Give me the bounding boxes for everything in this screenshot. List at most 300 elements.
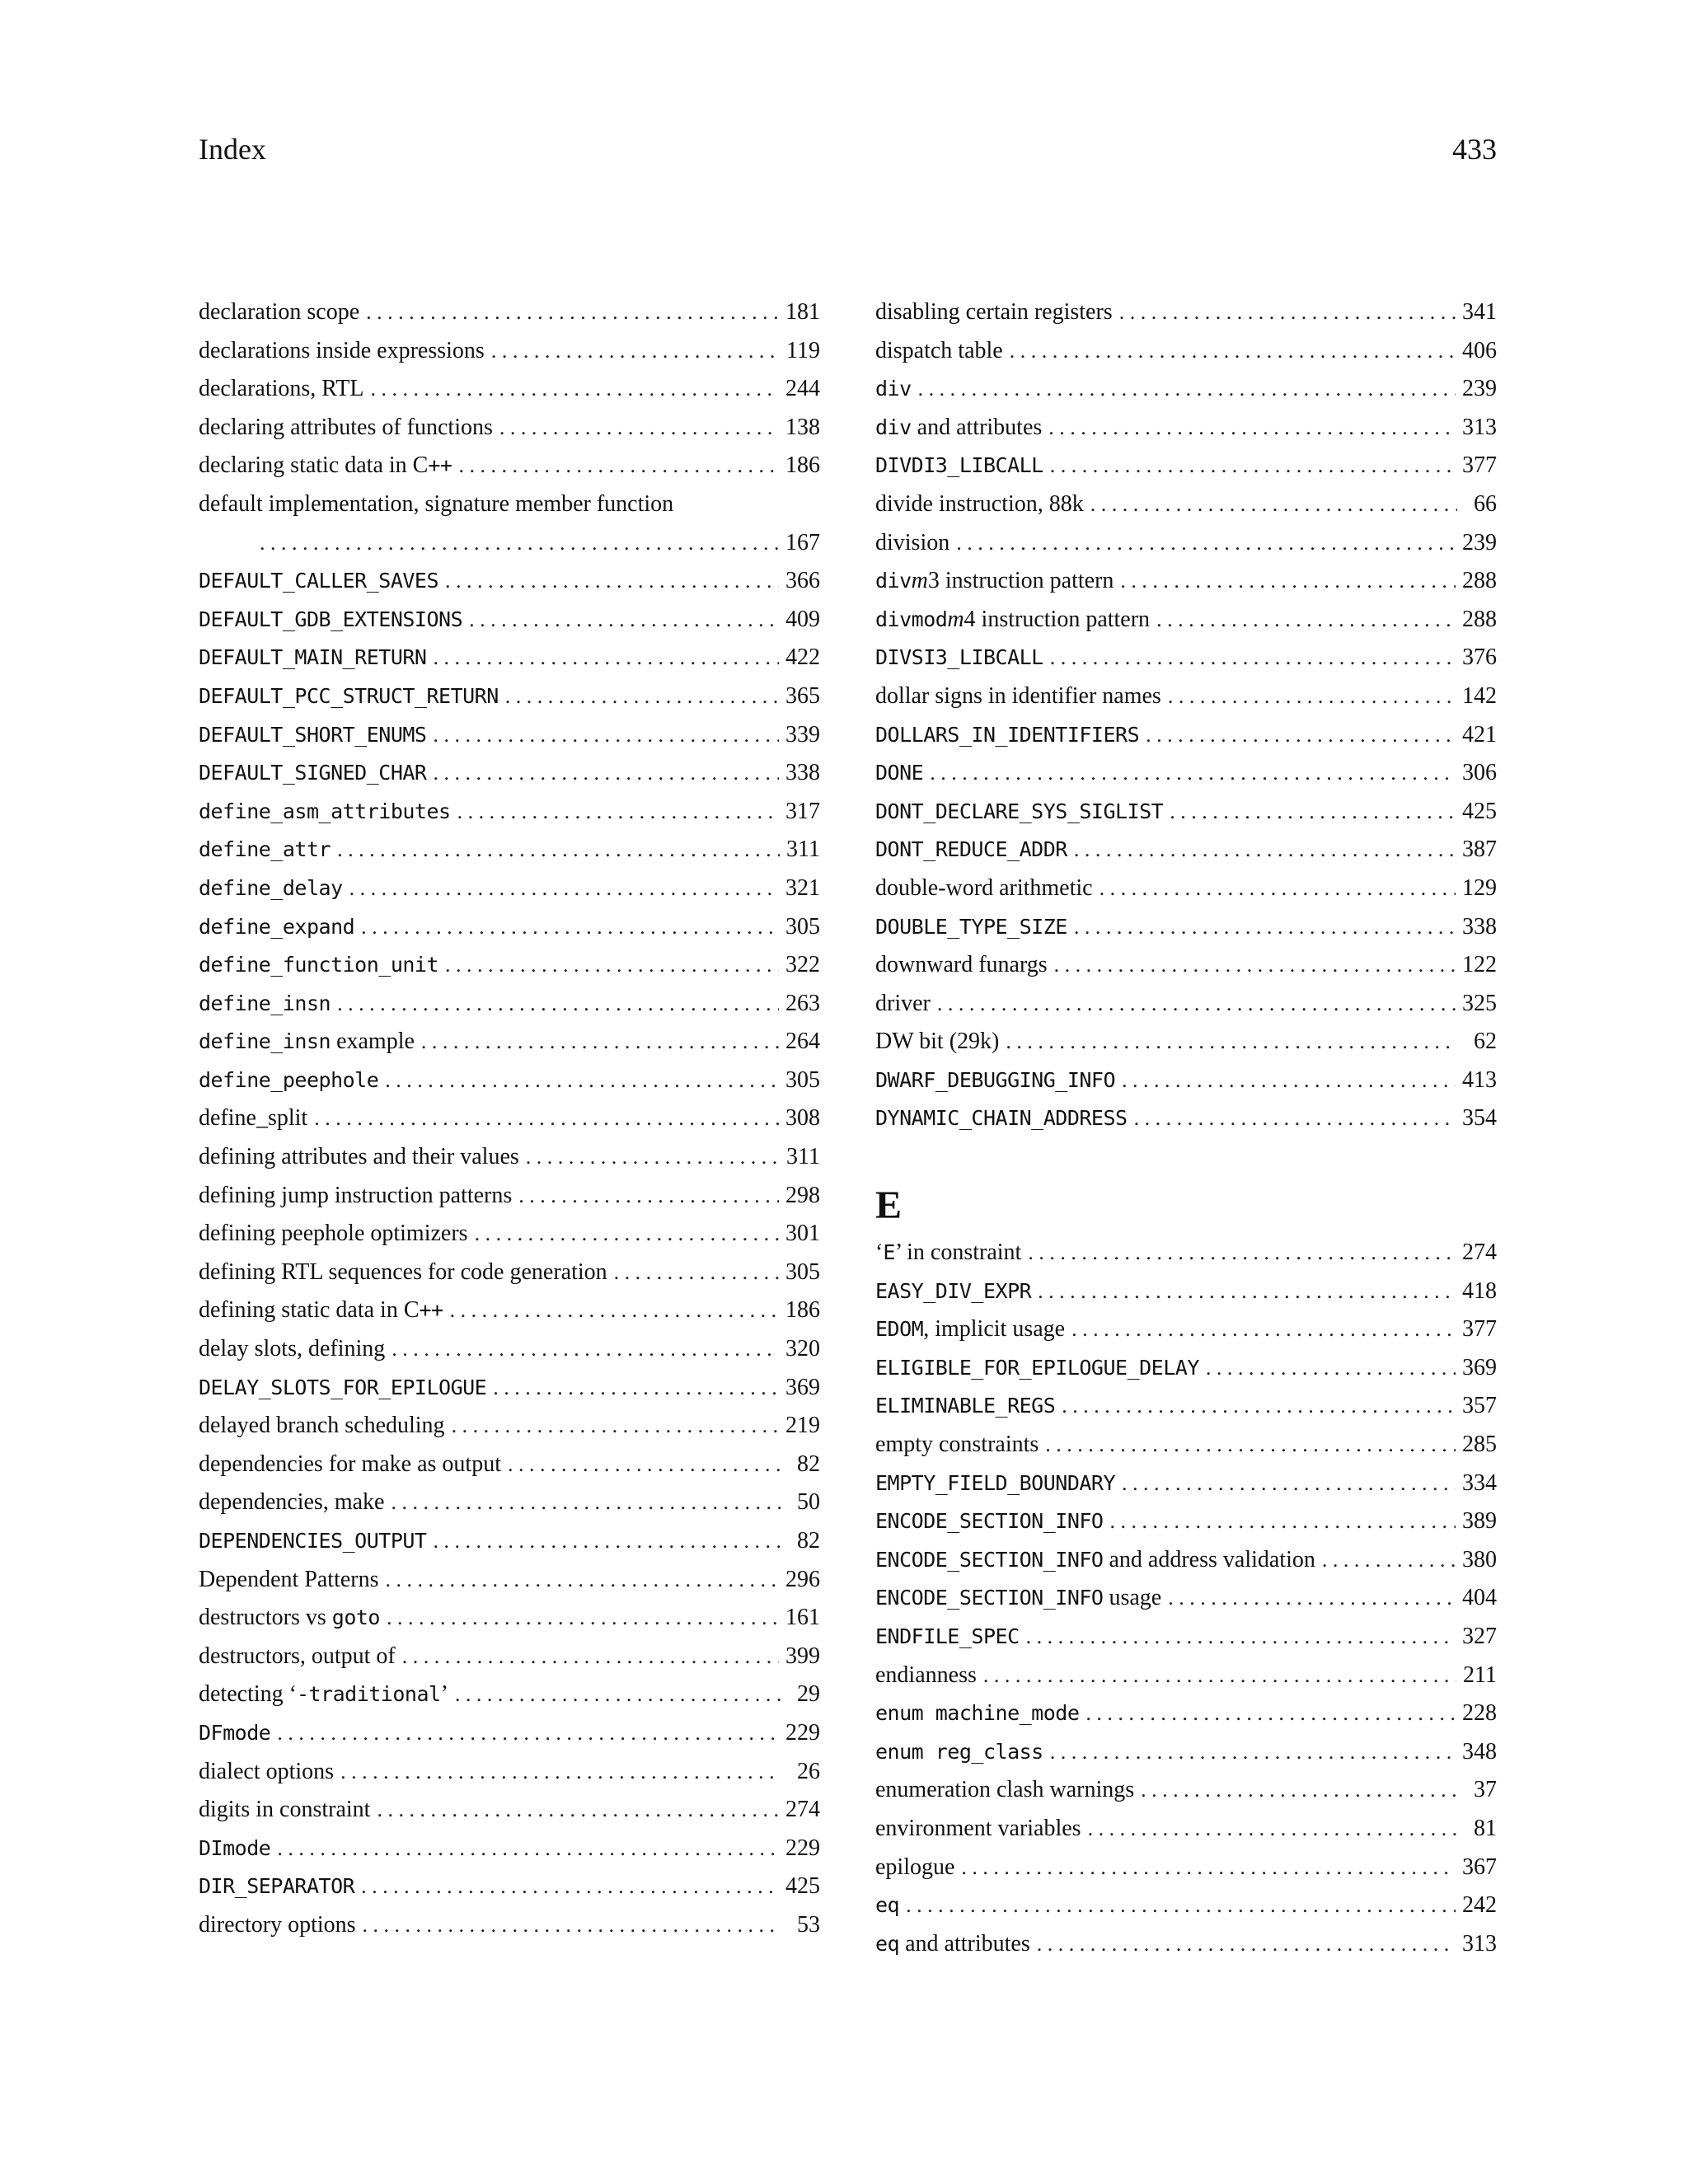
index-page-ref: 239 (1462, 529, 1497, 555)
dot-leader (918, 370, 1456, 409)
dot-leader (1010, 332, 1456, 371)
index-letter-heading: E (875, 1183, 903, 1228)
index-term-part: example (331, 1029, 415, 1055)
index-term-part: dispatch table (875, 337, 1003, 363)
index-term-part: ELIGIBLE_FOR_EPILOGUE_DELAY (875, 1355, 1199, 1380)
index-term (875, 946, 1048, 985)
index-term-part: m (947, 606, 964, 632)
dot-leader (370, 370, 779, 409)
index-term (199, 409, 493, 448)
index-term (875, 985, 931, 1024)
index-entry (199, 677, 820, 716)
index-term (199, 1906, 356, 1945)
dot-leader (277, 1714, 779, 1753)
index-term (199, 1830, 270, 1868)
dot-leader (450, 1291, 779, 1330)
index-entry (199, 1407, 820, 1446)
index-term (199, 370, 363, 409)
index-page-ref: 305 (785, 1066, 820, 1093)
index-page-ref: 365 (785, 682, 820, 709)
dot-leader (518, 1177, 779, 1216)
index-page-ref: 327 (1462, 1624, 1497, 1649)
index-term-part: double-word arithmetic (875, 874, 1093, 901)
index-term (199, 1023, 415, 1062)
running-head-title: Index (199, 133, 266, 166)
index-page-ref: 229 (785, 1719, 820, 1746)
index-page-ref: 161 (785, 1605, 820, 1631)
index-term-part: div (875, 415, 912, 439)
index-term-part: delayed branch scheduling (199, 1413, 445, 1439)
index-term (875, 293, 1113, 332)
running-head (199, 132, 1497, 168)
index-term (199, 1407, 445, 1446)
index-term-part: eq (875, 1931, 900, 1956)
index-page-ref: 421 (1462, 721, 1497, 748)
dot-leader (337, 985, 779, 1024)
index-page-ref: 367 (1462, 1854, 1497, 1880)
index-term-part: EASY_DIV_EXPR (875, 1278, 1032, 1303)
index-term-part: E (883, 1240, 895, 1265)
dot-leader (475, 1215, 779, 1254)
index-entry (199, 1906, 820, 1945)
index-entry (875, 1541, 1497, 1580)
index-entry (199, 1522, 820, 1561)
index-entry (199, 293, 820, 332)
index-column-right (875, 293, 1497, 1963)
index-term (199, 869, 343, 908)
index-term-part: DONE (875, 761, 924, 785)
dot-leader (961, 1849, 1456, 1887)
index-page-ref: 167 (785, 529, 820, 555)
dot-leader (526, 1138, 780, 1177)
dot-leader (1120, 562, 1456, 601)
dot-leader (469, 601, 779, 640)
index-page-ref: 298 (785, 1182, 820, 1208)
index-term-part: define_asm_attributes (199, 799, 451, 823)
index-term (875, 1099, 1128, 1138)
index-term (875, 677, 1161, 716)
dot-leader (937, 985, 1456, 1024)
index-entry (199, 1714, 820, 1753)
index-term-part: defining attributes and their values (199, 1144, 519, 1170)
dot-leader (1062, 1387, 1456, 1426)
dot-leader (361, 908, 779, 947)
index-entry (875, 1657, 1497, 1695)
index-page-ref: 376 (1462, 644, 1497, 671)
index-entry (199, 1830, 820, 1868)
index-page-ref: 82 (797, 1528, 820, 1554)
index-page-ref: 322 (785, 952, 820, 978)
dot-leader (1006, 1023, 1457, 1062)
index-page-ref: 274 (1462, 1240, 1497, 1266)
index-entry (875, 293, 1497, 332)
index-term-part: directory options (199, 1911, 356, 1938)
index-page-ref: 387 (1462, 837, 1497, 863)
dot-leader (1074, 831, 1456, 869)
index-term-part: define_insn (199, 991, 331, 1015)
index-term (875, 793, 1163, 832)
index-page-ref: 341 (1462, 299, 1497, 325)
index-term-part: epilogue (875, 1854, 955, 1880)
index-term (199, 1561, 379, 1600)
index-page-ref: 50 (797, 1489, 820, 1516)
index-term-part: ENCODE_SECTION_INFO (875, 1509, 1104, 1534)
index-entry (875, 946, 1497, 985)
dot-leader (445, 946, 779, 985)
index-entry (199, 754, 820, 793)
index-term (875, 1657, 977, 1695)
index-page-ref: 211 (1463, 1661, 1497, 1688)
index-page-ref: 338 (1462, 913, 1497, 940)
dot-leader (1071, 1310, 1456, 1349)
index-entry (875, 716, 1497, 755)
index-term-part: declarations inside expressions (199, 337, 485, 363)
index-term (199, 1177, 512, 1216)
index-term-part: declarations, RTL (199, 376, 364, 402)
index-term-part: DIVSI3_LIBCALL (875, 645, 1043, 670)
dot-leader (445, 562, 779, 601)
index-entry (199, 831, 820, 869)
index-page-ref: 413 (1462, 1066, 1497, 1093)
index-entry (875, 1925, 1497, 1964)
index-term (199, 1868, 354, 1906)
dot-leader (1048, 409, 1456, 448)
index-term (199, 332, 485, 371)
index-term-part: ENDFILE_SPEC (875, 1624, 1020, 1648)
index-entry (875, 332, 1497, 371)
dot-leader (1074, 908, 1456, 947)
index-term-part: ENCODE_SECTION_INFO (875, 1586, 1104, 1610)
index-page-ref: 354 (1462, 1105, 1497, 1132)
index-entry (875, 409, 1497, 448)
dot-leader (1109, 1502, 1456, 1541)
index-term-part: defining RTL sequences for code generation (199, 1258, 607, 1285)
index-page-ref: 82 (797, 1451, 820, 1477)
index-entry (875, 1023, 1497, 1062)
index-term-part: ++ (419, 1298, 443, 1323)
index-term-part: declaring static data in C (199, 452, 429, 479)
index-term-part: eq (875, 1893, 900, 1918)
index-page-ref: 186 (785, 452, 820, 479)
dot-leader (1038, 1272, 1456, 1311)
index-term (875, 1062, 1115, 1100)
index-term-part: DEFAULT_GDB_EXTENSIONS (199, 607, 463, 631)
dot-leader (1206, 1349, 1456, 1388)
index-term-part: ‘ (875, 1240, 884, 1266)
dot-leader (1054, 946, 1456, 985)
index-entry (199, 716, 820, 755)
dot-leader (349, 869, 779, 908)
index-page-ref: 317 (785, 798, 820, 824)
index-term-part: DEPENDENCIES_OUTPUT (199, 1529, 427, 1553)
index-page-ref: 369 (785, 1374, 820, 1400)
index-term-part: divmod (875, 607, 948, 631)
index-term-part: define_expand (199, 914, 355, 939)
index-term (875, 1310, 1065, 1349)
index-entry (199, 1599, 820, 1638)
index-term-part: DONT_REDUCE_ADDR (875, 837, 1067, 862)
index-entry (875, 1810, 1497, 1849)
index-term (199, 1714, 270, 1753)
index-entry (875, 793, 1497, 832)
index-entry (199, 1138, 820, 1177)
index-term (875, 409, 1042, 448)
index-entry (199, 1483, 820, 1522)
dot-leader (402, 1638, 779, 1676)
index-term-part: 4 instruction pattern (964, 606, 1151, 632)
dot-leader (906, 1886, 1456, 1925)
index-entry (199, 1099, 820, 1138)
index-term (199, 601, 462, 640)
index-page-ref: 306 (1462, 760, 1497, 786)
index-entry (875, 524, 1497, 563)
dot-leader (983, 1657, 1456, 1695)
index-page-ref: 399 (785, 1643, 820, 1669)
index-page-ref: 389 (1462, 1508, 1497, 1535)
index-page-ref: 129 (1462, 874, 1497, 901)
index-term (875, 1925, 1030, 1964)
index-page-ref: 239 (1462, 376, 1497, 402)
index-term (875, 1023, 999, 1062)
index-entry (199, 332, 820, 371)
dot-leader (314, 1099, 779, 1138)
dot-leader (930, 754, 1456, 793)
index-entry (875, 1234, 1497, 1272)
index-entry (199, 1215, 820, 1254)
index-page-ref: 422 (785, 644, 820, 671)
dot-leader (956, 524, 1456, 563)
dot-leader (1037, 1925, 1456, 1964)
index-term-part: DOLLARS_IN_IDENTIFIERS (875, 722, 1140, 747)
index-page-ref: 369 (1462, 1354, 1497, 1380)
index-term-part: digits in constraint (199, 1797, 371, 1823)
index-page-ref: 186 (785, 1297, 820, 1324)
dot-leader (491, 332, 780, 371)
index-term (199, 793, 451, 832)
index-entry (875, 1694, 1497, 1733)
dot-leader (1026, 1618, 1456, 1657)
index-term-part: dependencies for make as output (199, 1451, 501, 1477)
dot-leader (457, 793, 779, 832)
index-entry (875, 601, 1497, 640)
index-term (875, 1771, 1134, 1810)
index-term (875, 639, 1043, 677)
index-term (199, 1369, 486, 1408)
index-term-part: DELAY_SLOTS_FOR_EPILOGUE (199, 1375, 487, 1399)
index-term (199, 1791, 370, 1830)
index-term (199, 639, 426, 677)
index-term (875, 1272, 1031, 1311)
dot-leader (421, 1023, 779, 1062)
index-page-ref: 263 (785, 990, 820, 1016)
index-term-part: div (875, 377, 912, 401)
dot-leader (1100, 869, 1456, 908)
index-page-ref: 288 (1462, 606, 1497, 632)
index-entry (199, 1753, 820, 1792)
index-term-part: define_insn (199, 1029, 331, 1054)
dot-leader (260, 524, 779, 563)
index-page-ref: 334 (1462, 1469, 1497, 1496)
index-page-ref: 311 (786, 1144, 820, 1170)
index-term-part: ELIMINABLE_REGS (875, 1394, 1056, 1418)
dot-leader (1045, 1426, 1456, 1465)
index-page-ref: 339 (785, 721, 820, 748)
index-term (199, 908, 354, 947)
index-term-part: defining static data in C (199, 1297, 420, 1324)
index-term-part: , implicit usage (923, 1316, 1066, 1343)
index-term-part: DEFAULT_SIGNED_CHAR (199, 761, 427, 785)
index-page-ref: 308 (785, 1105, 820, 1132)
index-entry (875, 1886, 1497, 1925)
index-page-ref: 366 (785, 568, 820, 594)
dot-leader (1134, 1099, 1456, 1138)
index-term-part: detecting ‘ (199, 1681, 297, 1708)
index-entry (875, 1310, 1497, 1349)
index-entry (199, 562, 820, 601)
index-page-ref: 274 (785, 1797, 820, 1823)
dot-leader (1156, 601, 1456, 640)
index-term (199, 754, 426, 793)
index-term-part: define_split (199, 1105, 308, 1132)
dot-leader (1050, 447, 1456, 485)
dot-leader (1085, 1694, 1456, 1733)
index-term-part: usage (1103, 1585, 1162, 1611)
index-term (875, 447, 1043, 485)
index-page-ref: 181 (785, 299, 820, 325)
index-page-ref: 62 (1474, 1029, 1497, 1055)
index-term-part: dependencies, make (199, 1489, 385, 1516)
index-term (199, 1483, 384, 1522)
dot-leader (391, 1483, 781, 1522)
index-term-part: driver (875, 990, 931, 1016)
index-term-part: dialect options (199, 1758, 335, 1784)
index-term (199, 1138, 519, 1177)
index-term-part: EDOM (875, 1317, 924, 1342)
index-page-ref: 377 (1462, 452, 1497, 479)
index-term-part: Dependent Patterns (199, 1566, 379, 1592)
index-term-part: and attributes (899, 1930, 1030, 1957)
dot-leader (1122, 1465, 1456, 1503)
dot-leader (433, 1522, 781, 1561)
index-page-ref: 229 (785, 1835, 820, 1861)
index-term-part: defining peephole optimizers (199, 1221, 468, 1247)
index-term-part: DEFAULT_SHORT_ENUMS (199, 722, 427, 747)
dot-leader (505, 677, 779, 716)
index-page-ref: 288 (1462, 568, 1497, 594)
index-page-ref: 81 (1474, 1815, 1497, 1841)
index-term (875, 1234, 1021, 1272)
index-term (199, 1753, 334, 1792)
index-term-part: DEFAULT_CALLER_SAVES (199, 569, 439, 593)
dot-leader (377, 1791, 779, 1830)
index-term-part: division (875, 529, 950, 555)
index-term (875, 1465, 1115, 1503)
index-entry (875, 985, 1497, 1024)
index-term (199, 716, 426, 755)
dot-leader (508, 1446, 781, 1484)
index-term (199, 1675, 448, 1714)
index-term (875, 1502, 1103, 1541)
index-entry (199, 908, 820, 947)
index-term-part: environment variables (875, 1815, 1081, 1841)
index-page-ref: 244 (785, 376, 820, 402)
dot-leader (1028, 1234, 1456, 1272)
index-entry (199, 1062, 820, 1100)
index-page-ref: 285 (1462, 1432, 1497, 1458)
index-term (875, 370, 912, 409)
index-term-part: ++ (428, 453, 452, 478)
index-term (875, 1810, 1081, 1849)
index-entry (199, 1330, 820, 1369)
index-entry (875, 1426, 1497, 1465)
index-term (199, 831, 331, 869)
index-entry (199, 485, 820, 562)
index-page-ref: 418 (1462, 1277, 1497, 1304)
index-term (875, 1426, 1039, 1465)
dot-leader (1170, 793, 1456, 832)
index-term (199, 562, 438, 601)
index-term-part: and address validation (1103, 1546, 1315, 1572)
index-term (199, 1522, 426, 1561)
index-entry (199, 409, 820, 448)
index-page-ref: 313 (1462, 414, 1497, 440)
index-term-part: downward funargs (875, 952, 1048, 978)
index-entry (199, 985, 820, 1024)
index-entry (875, 1849, 1497, 1887)
index-term-part: and attributes (911, 414, 1043, 440)
index-entry (199, 1561, 820, 1600)
index-page-ref: 26 (797, 1758, 820, 1784)
dot-leader (363, 1906, 781, 1945)
index-term (875, 908, 1067, 947)
dot-leader (493, 1369, 779, 1408)
dot-leader (458, 447, 779, 485)
index-term-part: define_delay (199, 875, 343, 900)
dot-leader (452, 1407, 779, 1446)
index-page-ref: 313 (1462, 1930, 1497, 1957)
index-term-part: ’ (440, 1681, 448, 1708)
index-entry (199, 946, 820, 985)
index-page-ref: 242 (1462, 1892, 1497, 1919)
index-entry (199, 1023, 820, 1062)
index-entry (875, 831, 1497, 869)
index-entry (199, 1675, 820, 1714)
index-page-ref: 321 (785, 874, 820, 901)
index-term-part: enum machine_mode (875, 1701, 1080, 1726)
index-term-part: delay slots, defining (199, 1336, 386, 1362)
index-page-ref: 305 (785, 913, 820, 940)
index-term-part: -traditional (296, 1682, 441, 1707)
index-term-part: destructors, output of (199, 1643, 396, 1669)
index-entry (875, 447, 1497, 485)
dot-leader (1168, 677, 1456, 716)
dot-leader (455, 1675, 781, 1714)
index-term (875, 1733, 1043, 1772)
index-term (199, 946, 438, 985)
index-column-left (199, 293, 820, 1945)
dot-leader (1122, 1062, 1456, 1100)
index-entry (199, 1254, 820, 1292)
index-page-ref: 348 (1462, 1738, 1497, 1765)
index-term-part: DYNAMIC_CHAIN_ADDRESS (875, 1106, 1128, 1131)
index-term-part: define_function_unit (199, 953, 439, 977)
index-term (875, 1387, 1055, 1426)
index-page-ref: 301 (785, 1221, 820, 1247)
index-term-part: DW bit (29k) (875, 1029, 1000, 1055)
index-page-ref: 425 (1462, 798, 1497, 824)
index-term (875, 1849, 954, 1887)
index-entry (199, 869, 820, 908)
